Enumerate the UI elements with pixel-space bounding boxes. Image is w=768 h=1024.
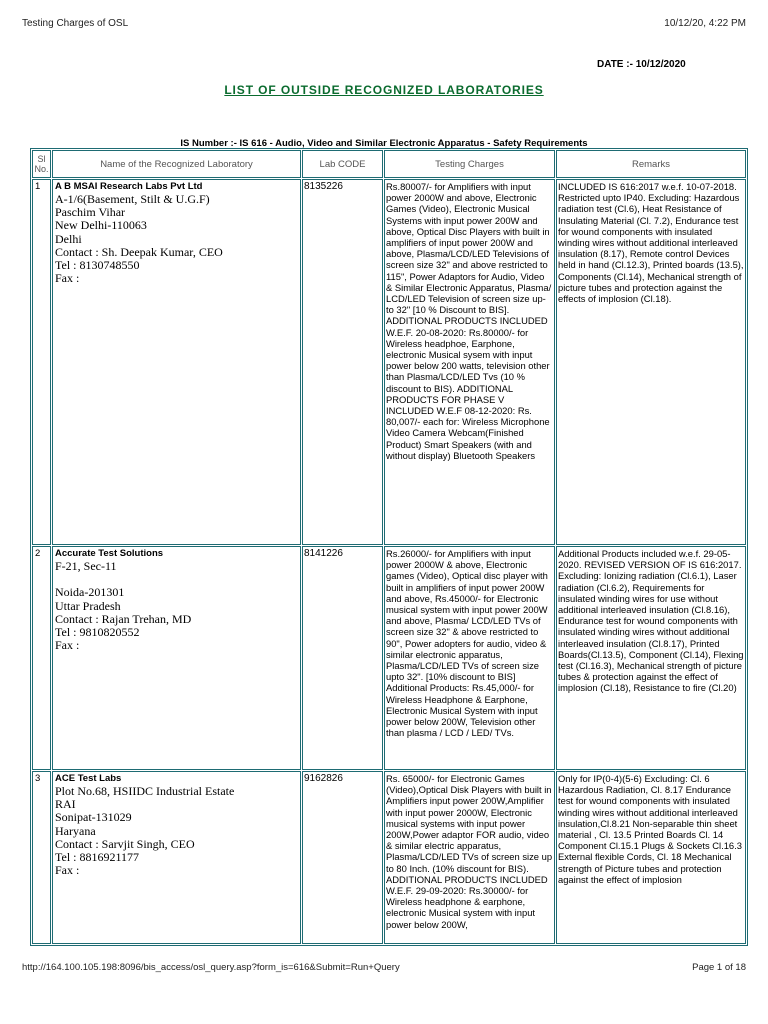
remarks: Only for IP(0-4)(5-6) Excluding: Cl. 6 Hazardous Radiation, Cl. 8.17 Endurance test for wound components with insulated winding wires without additional interleaved insulation,Cl.8.21 Non-separable thin sheet material , Cl. 13.5 Printed Boards Cl. 14 Component Cl.15.1 Plugs & Sockets Cl.16.3 External flexible Cords, Cl. 18 Mechanical strength of Picture tubes and protection against the effect of implosion xyxy=(556,771,746,944)
address-line: Uttar Pradesh xyxy=(55,598,121,613)
lab-details xyxy=(52,179,301,545)
address-line: Plot No.68, HSIIDC Industrial Estate xyxy=(55,784,235,798)
address-line: Sonipat-131029 xyxy=(55,810,132,825)
laboratories-table xyxy=(30,148,748,946)
is-number-caption: IS Number :- IS 616 - Audio, Video and Similar Electronic Apparatus - Safety Requirements xyxy=(180,138,588,149)
table-row xyxy=(32,179,746,545)
column-header-lab-code: Lab CODE xyxy=(302,150,383,178)
testing-charges: Rs.80007/- for Amplifiers with input power 2000W and above, Electronic Games (Video), Electronic Musical Systems with input power 200W and above, Optical Disc Players with built in amplifiers of input power 200W and above, Plasma/LCD/LED Televisions of screen size 32" and above restricted to 115", Power Adaptors for Audio, Video & Similar Electronic Apparatus, Plasma/ LCD/LED Television of screen size up-to 32" [10 % Discount to BIS]. ADDITIONAL PRODUCTS INCLUDED W.E.F. 20-08-2020: Rs.80000/- for Wireless headphoe, Earphone, electronic Musical sysem with input power below 200 watts, television other than Plasma/LCD/LED Tvs (10 % discount to BIS). ADDITIONAL PRODUCTS FOR PHASE V INCLUDED W.E.F 08-12-2020: Rs. 80,007/- each for: Wireless Microphone Video Camera Webcam(Finished Product) Smart Speakers (with and without display) Bluetooth Speakers xyxy=(384,179,555,545)
lab-code: 8141226 xyxy=(302,546,383,770)
remarks: INCLUDED IS 616:2017 w.e.f. 10-07-2018. Restricted upto IP40. Excluding: Hazardous radiation test (Cl.6), Heat Resistance of Insulating Material (Cl. 7.2), Endurance test for wound components with insulated winding wires without additional interleaved insulation (8.17), Remote control Devices held in hand (Cl.12.3), Printed boards (13.5), Components (Cl.14), Mechanical strength of picture tubes and protection against the effects of implosion (Cl.18). xyxy=(556,179,746,545)
lab-name: A B MSAI Research Labs Pvt Ltd xyxy=(55,181,203,192)
report-date: DATE :- 10/12/2020 xyxy=(597,59,686,70)
lab-name: Accurate Test Solutions xyxy=(55,548,164,559)
column-header-testing-charges: Testing Charges xyxy=(384,150,555,178)
fax-line: Fax : xyxy=(55,638,80,653)
document-title: Testing Charges of OSL xyxy=(22,18,129,29)
print-datetime: 10/12/20, 4:22 PM xyxy=(664,18,746,29)
address-line: Delhi xyxy=(55,231,82,246)
lab-name: ACE Test Labs xyxy=(55,773,122,784)
remarks: Additional Products included w.e.f. 29-05- 2020. REVISED VERSION OF IS 616:2017. Excluding: Ionizing radiation (Cl.6.1), Laser radiation (Cl.6.2), Requirements for insulated winding wires for use without additional interleaved insulation (Cl.8.16), Endurance test for wound components with insulated winding wires without additional interleaved insulation (Cl.8.17), Printed Boards(Cl.13.5), Component (Cl.14), Flexing test (Cl.16.3), Mechanical strength of picture tubes & protection against the effect of implosion (Cl.18), Resistance to fire (Cl.20) xyxy=(556,546,746,770)
address-line: Haryana xyxy=(55,823,96,838)
column-header-sl: Sl No. xyxy=(32,150,51,178)
telephone-line: Tel : 8130748550 xyxy=(55,258,140,273)
table-header-row xyxy=(32,150,746,178)
telephone-line: Tel : 8816921177 xyxy=(55,850,140,865)
row-sl-number: 1 xyxy=(32,179,51,545)
row-sl-number: 2 xyxy=(32,546,51,770)
address-line: Paschim Vihar xyxy=(55,205,126,220)
address-line: RAI xyxy=(55,797,76,812)
fax-line: Fax : xyxy=(55,863,80,878)
fax-line: Fax : xyxy=(55,271,80,286)
testing-charges: Rs. 65000/- for Electronic Games (Video),Optical Disk Players with built in Amplifiers input power 200W,Amplifier with input power 2000W, Electronic musical systems with input power 200W,Power adaptor FOR audio, video & similar electric apparatus, Plasma/LCD/LED TVs of screen size up to 80 Inch. (10% discount for BIS). ADDITIONAL PRODUCTS INCLUDED W.E.F. 29-09-2020: Rs.30000/- for Wireless headphone & earphone, electronic Musical system with input power below 200W, xyxy=(384,771,555,944)
address-line: F-21, Sec-11 xyxy=(55,559,117,573)
address-line: New Delhi-110063 xyxy=(55,218,147,233)
testing-charges: Rs.26000/- for Amplifiers with input power 2000W & above, Electronic games (Video), Optical disc player with built in amplifiers of input power 200W and above, Rs.45000/- for Electronic musical system with input power 200W and above, Plasma/ LCD/LED TVs of screen size 32" & above restricted to 90", Power adopters for audio, video & similar electronic apparatus, Plasma/LCD/LED TVs of screen size upto 32". [10% discount to BIS] Additional Products: Rs.45,000/- for Wireless Headphone & Earphone, Electronic Musical System with input power below 200W, Television other than plasma / LCD / LED/ TVs. xyxy=(384,546,555,770)
print-footer xyxy=(22,962,746,976)
contact-line: Contact : Sh. Deepak Kumar, CEO xyxy=(55,244,223,259)
contact-line: Contact : Sarvjit Singh, CEO xyxy=(55,836,195,851)
row-sl-number: 3 xyxy=(32,771,51,944)
contact-line: Contact : Rajan Trehan, MD xyxy=(55,611,192,626)
lab-details xyxy=(52,546,301,770)
page-url: http://164.100.105.198:8096/bis_access/osl_query.asp?form_is=616&Submit=Run+Query xyxy=(22,962,400,973)
address-line: A-1/6(Basement, Stilt & U.G.F) xyxy=(55,192,210,206)
page-title: LIST OF OUTSIDE RECOGNIZED LABORATORIES xyxy=(224,83,544,97)
page-number: Page 1 of 18 xyxy=(692,962,746,973)
table-row xyxy=(32,771,746,944)
table-row xyxy=(32,546,746,770)
telephone-line: Tel : 9810820552 xyxy=(55,625,140,639)
address-line: Noida-201301 xyxy=(55,585,125,600)
column-header-remarks: Remarks xyxy=(556,150,746,178)
column-header-lab-name: Name of the Recognized Laboratory xyxy=(52,150,301,178)
print-header xyxy=(22,18,746,32)
lab-code: 8135226 xyxy=(302,179,383,545)
lab-code: 9162826 xyxy=(302,771,383,944)
lab-details xyxy=(52,771,301,944)
